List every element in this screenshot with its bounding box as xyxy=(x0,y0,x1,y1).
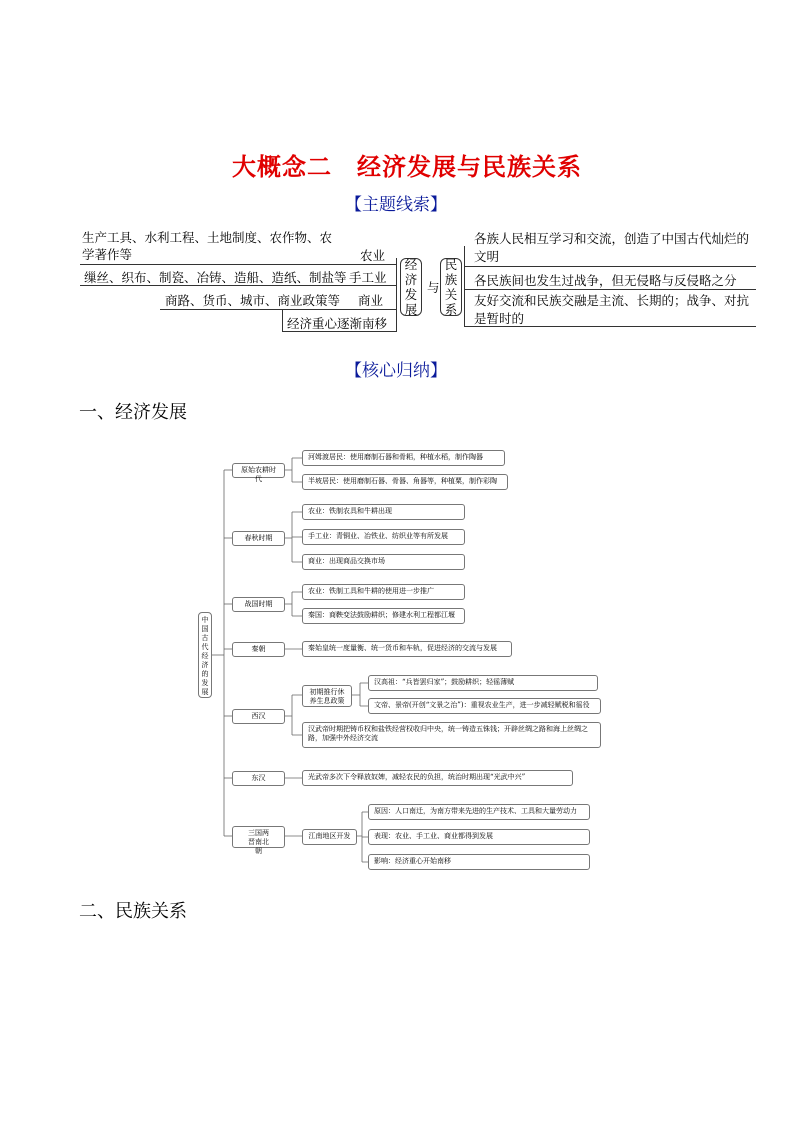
clue-text-shift: 经济重心逐渐南移 xyxy=(287,316,388,331)
clue-sector-handicraft: 手工业 xyxy=(349,270,387,285)
clue-text-commerce: 商路、货币、城市、商业政策等 xyxy=(165,293,341,308)
period-warring: 战国时期 xyxy=(232,597,285,612)
western-han-policy: 初期推行休养生息政策 xyxy=(302,685,352,707)
item-spring-2: 手工业：青铜业、冶铁业、纺织业等有所发展 xyxy=(302,529,465,545)
economy-box: 经 济 发 展 xyxy=(400,258,422,316)
item-primitive-2: 半坡居民：使用磨制石器、骨器、角器等，种植粟，制作彩陶 xyxy=(302,474,508,490)
item-qin-1: 秦始皇统一度量衡、统一货币和车轨，促进经济的交流与发展 xyxy=(302,641,512,657)
period-spring-autumn: 春秋时期 xyxy=(232,531,285,546)
period-three-kingdoms: 三国两晋南北朝 xyxy=(232,826,285,848)
section-ethnic: 二、民族关系 xyxy=(79,901,187,922)
period-primitive: 原始农耕时代 xyxy=(232,463,285,478)
connector-and: 与 xyxy=(427,280,440,295)
clue-right-3: 友好交流和民族交融是主流、长期的；战争、对抗是暂时的 xyxy=(474,293,750,326)
item-warring-1: 农业：铁制工具和牛耕的使用进一步推广 xyxy=(302,584,465,600)
core-heading: 【核心归纳】 xyxy=(345,361,447,381)
mindmap-root: 中国古代经济的发展 xyxy=(198,612,212,698)
period-qin: 秦朝 xyxy=(232,642,285,657)
item-western-han-2: 文帝、景帝(开创“文景之治”)：重视农业生产，进一步减轻赋税和徭役 xyxy=(368,698,601,714)
clue-sector-agriculture: 农业 xyxy=(360,248,386,263)
item-warring-2: 秦国：商鞅变法鼓励耕织；修建水利工程都江堰 xyxy=(302,608,465,624)
item-three-kingdoms-3: 影响：经济重心开始南移 xyxy=(368,854,590,870)
item-western-han-1: 汉高祖：“兵皆罢归家”；鼓励耕织；轻徭薄赋 xyxy=(368,675,598,691)
ethnic-box: 民 族 关 系 xyxy=(440,258,462,316)
period-western-han: 西汉 xyxy=(232,709,285,724)
clue-text-handicraft: 缫丝、织布、制瓷、冶铸、造船、造纸、制盐等 xyxy=(84,270,347,285)
clue-sector-commerce: 商业 xyxy=(358,293,384,308)
theme-heading: 【主题线索】 xyxy=(345,195,447,215)
section-economy: 一、经济发展 xyxy=(79,402,187,423)
item-three-kingdoms-1: 原因：人口南迁，为南方带来先进的生产技术、工具和大量劳动力 xyxy=(368,804,590,820)
page-title: 大概念二 经济发展与民族关系 xyxy=(232,153,582,181)
item-spring-3: 商业：出现商品交换市场 xyxy=(302,554,465,570)
item-spring-1: 农业：铁制农具和牛耕出现 xyxy=(302,504,465,520)
item-western-han-3: 汉武帝时期把铸币权和盐铁经营权收归中央，统一铸造五铢钱；开辟丝绸之路和海上丝绸之路，加强中外经济交流 xyxy=(302,722,601,748)
item-three-kingdoms-2: 表现：农业、手工业、商业都得到发展 xyxy=(368,829,590,845)
clue-text-agriculture: 生产工具、水利工程、土地制度、农作物、农学著作等 xyxy=(82,230,333,262)
clue-right-2: 各民族间也发生过战争，但无侵略与反侵略之分 xyxy=(474,273,737,288)
jiangnan-development: 江南地区开发 xyxy=(302,829,357,845)
item-primitive-1: 河姆渡居民：使用磨制石器和骨耜，种植水稻，制作陶器 xyxy=(302,450,505,466)
period-eastern-han: 东汉 xyxy=(232,771,285,786)
item-eastern-han-1: 光武帝多次下令释放奴婢，减轻农民的负担，统治时期出现“光武中兴” xyxy=(302,770,573,786)
clue-right-1: 各族人民相互学习和交流，创造了中国古代灿烂的文明 xyxy=(474,231,750,264)
